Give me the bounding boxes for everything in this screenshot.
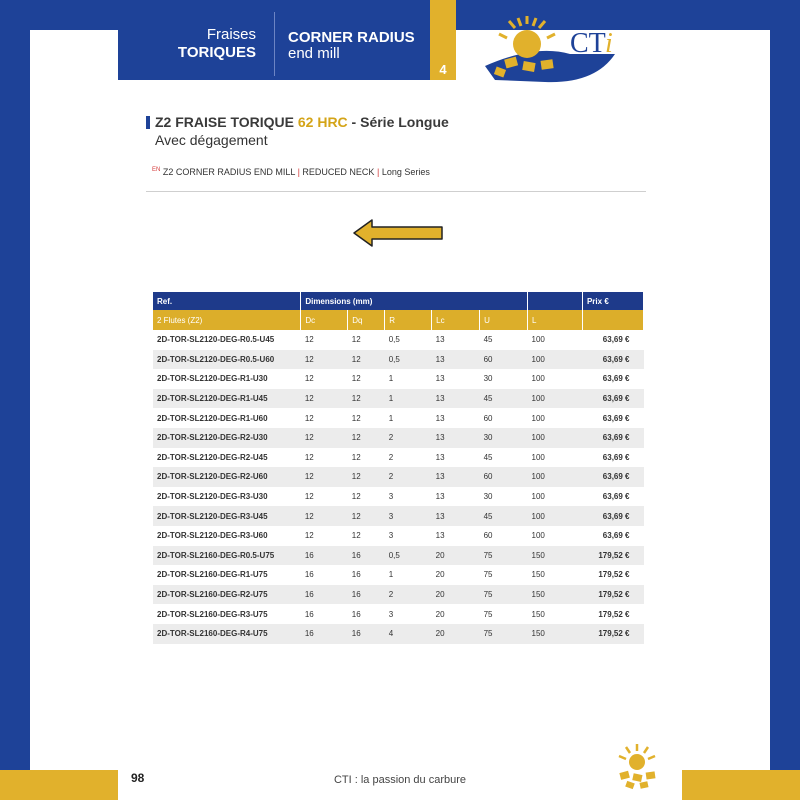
cell-lc: 13 <box>432 428 480 448</box>
cell-u: 30 <box>483 374 493 384</box>
cell-ref: 2D-TOR-SL2160-DEG-R3-U75 <box>157 609 268 619</box>
cell-dq: 12 <box>351 335 361 345</box>
cell-u: 45 <box>480 506 528 526</box>
cell-ref: 2D-TOR-SL2160-DEG-R0.5-U75 <box>153 546 301 566</box>
cell-l: 150 <box>528 546 583 566</box>
table-row <box>153 350 644 370</box>
header-category-line2: TORIQUES <box>177 44 256 61</box>
cell-dq: 12 <box>351 413 361 423</box>
cell-price: 63,69 € <box>582 350 643 370</box>
col-header-price: Prix € <box>582 292 643 310</box>
cell-dc: 12 <box>301 467 348 487</box>
cell-l: 100 <box>528 428 583 448</box>
cell-lc: 13 <box>435 452 445 462</box>
cell-l: 100 <box>531 492 545 502</box>
cell-ref: 2D-TOR-SL2120-DEG-R3-U60 <box>157 531 268 541</box>
cell-dc: 16 <box>301 624 348 644</box>
cell-l: 100 <box>531 335 545 345</box>
cell-ref: 2D-TOR-SL2120-DEG-R3-U30 <box>157 492 268 502</box>
cell-lc: 13 <box>432 389 480 409</box>
table-header-row-2 <box>153 310 644 330</box>
cell-ref: 2D-TOR-SL2120-DEG-R1-U60 <box>157 413 268 423</box>
table-row <box>153 604 644 624</box>
cell-dq: 16 <box>348 585 385 605</box>
product-title <box>155 114 449 130</box>
en-separator-1: | <box>297 167 300 177</box>
cell-dq: 12 <box>348 428 385 448</box>
cell-dq: 12 <box>348 350 385 370</box>
divider-line <box>146 191 646 192</box>
left-arrow-icon <box>352 218 444 248</box>
cell-l: 100 <box>531 413 545 423</box>
en-part3: Long Series <box>381 167 430 177</box>
table-row <box>153 467 644 487</box>
cell-price: 179,52 € <box>582 546 643 566</box>
cell-price: 63,69 € <box>582 428 643 448</box>
cell-price: 179,52 € <box>582 585 643 605</box>
en-tag: EN <box>152 167 161 173</box>
cell-dc: 12 <box>304 531 314 541</box>
cti-logo-icon <box>475 14 630 84</box>
cell-lc: 13 <box>435 531 445 541</box>
cell-dq: 16 <box>351 570 361 580</box>
cell-dq: 12 <box>351 374 361 384</box>
cell-lc: 20 <box>435 609 445 619</box>
cell-dq: 12 <box>348 389 385 409</box>
cell-dc: 12 <box>304 492 314 502</box>
en-part2: REDUCED NECK <box>302 167 375 177</box>
cell-lc: 13 <box>435 335 445 345</box>
table-row <box>153 389 644 409</box>
col-header-u: U <box>480 310 528 330</box>
cell-r: 3 <box>388 609 394 619</box>
col-header-dq: Dq <box>348 310 385 330</box>
table-row <box>153 448 644 468</box>
cell-l: 150 <box>531 570 545 580</box>
cell-r: 4 <box>385 624 432 644</box>
cell-r: 2 <box>385 585 432 605</box>
cell-dq: 12 <box>351 452 361 462</box>
cell-dc: 16 <box>301 585 348 605</box>
cell-ref: 2D-TOR-SL2120-DEG-R3-U45 <box>153 506 301 526</box>
header-category <box>118 26 256 62</box>
table-row <box>153 487 644 507</box>
col-header-price-blank <box>582 310 643 330</box>
cell-dq: 12 <box>351 492 361 502</box>
table-row <box>153 565 644 585</box>
header-category-en <box>288 30 415 62</box>
table-row <box>153 624 644 644</box>
table-row <box>153 369 644 389</box>
col-header-lc: Lc <box>432 310 480 330</box>
cell-r: 3 <box>388 492 394 502</box>
table-header-row-1 <box>153 292 644 310</box>
title-hrc: 62 HRC <box>297 114 348 130</box>
cell-dq: 12 <box>351 531 361 541</box>
cell-price: 179,52 € <box>598 570 630 580</box>
cell-lc: 13 <box>435 374 445 384</box>
cell-price: 63,69 € <box>582 389 643 409</box>
cell-dc: 12 <box>301 350 348 370</box>
cell-ref: 2D-TOR-SL2160-DEG-R2-U75 <box>153 585 301 605</box>
cell-r: 2 <box>388 452 394 462</box>
cell-ref: 2D-TOR-SL2120-DEG-R0.5-U60 <box>153 350 301 370</box>
table-row <box>153 585 644 605</box>
table-row <box>153 506 644 526</box>
cell-l: 100 <box>528 506 583 526</box>
cell-price: 63,69 € <box>582 506 643 526</box>
cell-r: 1 <box>388 374 394 384</box>
cell-l: 100 <box>531 374 545 384</box>
col-header-dc: Dc <box>301 310 348 330</box>
header-category-line1: Fraises <box>206 26 256 43</box>
cell-ref: 2D-TOR-SL2160-DEG-R4-U75 <box>153 624 301 644</box>
title-prefix: Z2 FRAISE TORIQUE <box>155 114 298 130</box>
cell-r: 2 <box>385 467 432 487</box>
cell-u: 60 <box>480 350 528 370</box>
cell-dc: 12 <box>304 335 314 345</box>
col-header-dimensions: Dimensions (mm) <box>301 292 528 310</box>
cell-lc: 20 <box>432 624 480 644</box>
cell-l: 150 <box>528 624 583 644</box>
table-body <box>153 330 644 644</box>
cell-price: 63,69 € <box>602 374 630 384</box>
cell-dc: 16 <box>301 546 348 566</box>
col-header-empty <box>528 292 583 310</box>
cell-r: 1 <box>388 570 394 580</box>
cell-ref: 2D-TOR-SL2120-DEG-R2-U60 <box>153 467 301 487</box>
cell-price: 63,69 € <box>602 492 630 502</box>
cell-r: 3 <box>388 531 394 541</box>
cell-ref: 2D-TOR-SL2120-DEG-R1-U30 <box>157 374 268 384</box>
cell-u: 75 <box>480 585 528 605</box>
title-suffix: - Série Longue <box>347 114 449 130</box>
cell-dc: 12 <box>301 506 348 526</box>
col-header-r: R <box>385 310 432 330</box>
cell-lc: 13 <box>432 350 480 370</box>
cell-dc: 12 <box>304 413 314 423</box>
page-number: 98 <box>131 771 145 785</box>
cell-l: 100 <box>528 467 583 487</box>
svg-text:i: i <box>605 28 613 59</box>
cell-ref: 2D-TOR-SL2120-DEG-R1-U45 <box>153 389 301 409</box>
table-row <box>153 408 644 428</box>
cell-u: 60 <box>483 413 493 423</box>
cell-l: 150 <box>531 609 545 619</box>
cell-u: 75 <box>483 570 493 580</box>
cell-lc: 20 <box>435 570 445 580</box>
footer-tagline: CTI : la passion du carbure <box>333 774 467 786</box>
cell-dc: 12 <box>304 374 314 384</box>
table-row <box>153 428 644 448</box>
cell-price: 63,69 € <box>602 452 630 462</box>
cell-u: 60 <box>480 467 528 487</box>
product-table <box>153 292 644 644</box>
cell-price: 179,52 € <box>582 624 643 644</box>
cell-dc: 16 <box>304 570 314 580</box>
cell-lc: 13 <box>432 467 480 487</box>
cell-u: 45 <box>480 389 528 409</box>
table-row <box>153 546 644 566</box>
top-right-corner <box>682 0 800 30</box>
cell-r: 1 <box>388 413 394 423</box>
english-description <box>152 167 430 177</box>
cell-ref: 2D-TOR-SL2120-DEG-R0.5-U45 <box>157 335 275 345</box>
product-subtitle: Avec dégagement <box>155 132 268 148</box>
cell-dc: 16 <box>304 609 314 619</box>
cell-l: 100 <box>528 389 583 409</box>
cell-l: 100 <box>531 531 545 541</box>
left-blue-border <box>0 30 30 800</box>
cell-lc: 13 <box>435 413 445 423</box>
cell-dq: 12 <box>348 467 385 487</box>
cell-u: 30 <box>480 428 528 448</box>
header-divider <box>274 12 275 76</box>
cti-sun-logo-icon <box>612 742 662 790</box>
section-number: 4 <box>439 62 447 77</box>
cell-l: 100 <box>531 452 545 462</box>
cell-dc: 12 <box>301 389 348 409</box>
cell-r: 0,5 <box>385 350 432 370</box>
cell-ref: 2D-TOR-SL2120-DEG-R2-U30 <box>153 428 301 448</box>
section-number-tab <box>430 0 456 80</box>
table-row <box>153 330 644 350</box>
col-header-ref: Ref. <box>153 292 301 310</box>
table-row <box>153 526 644 546</box>
cell-u: 75 <box>480 624 528 644</box>
cell-u: 75 <box>480 546 528 566</box>
cell-price: 63,69 € <box>602 335 630 345</box>
cell-r: 0,5 <box>385 546 432 566</box>
cell-lc: 20 <box>432 585 480 605</box>
cell-u: 45 <box>483 452 493 462</box>
col-header-flutes: 2 Flutes (Z2) <box>153 310 301 330</box>
cell-lc: 13 <box>435 492 445 502</box>
cell-r: 0,5 <box>388 335 400 345</box>
cell-l: 100 <box>528 350 583 370</box>
top-left-corner <box>0 0 118 30</box>
cell-dq: 16 <box>348 624 385 644</box>
cell-ref: 2D-TOR-SL2160-DEG-R1-U75 <box>157 570 268 580</box>
cell-r: 3 <box>385 506 432 526</box>
cell-dq: 16 <box>348 546 385 566</box>
title-accent-bar <box>146 116 150 129</box>
cell-dq: 16 <box>351 609 361 619</box>
cell-price: 63,69 € <box>582 467 643 487</box>
cell-lc: 13 <box>432 506 480 526</box>
right-blue-border <box>770 30 800 800</box>
cell-price: 63,69 € <box>602 531 630 541</box>
header-en-line1: CORNER RADIUS <box>288 29 415 46</box>
cell-r: 2 <box>385 428 432 448</box>
col-header-l: L <box>528 310 583 330</box>
cell-lc: 20 <box>432 546 480 566</box>
en-part1: Z2 CORNER RADIUS END MILL <box>162 167 296 177</box>
cell-u: 45 <box>483 335 493 345</box>
cell-u: 75 <box>483 609 493 619</box>
cell-u: 30 <box>483 492 493 502</box>
cell-price: 179,52 € <box>598 609 630 619</box>
en-separator-2: | <box>376 167 380 177</box>
cell-dc: 12 <box>301 428 348 448</box>
header-en-line2: end mill <box>288 45 340 62</box>
svg-text:CT: CT <box>570 28 606 59</box>
cell-dq: 12 <box>348 506 385 526</box>
cell-ref: 2D-TOR-SL2120-DEG-R2-U45 <box>157 452 268 462</box>
cell-l: 150 <box>528 585 583 605</box>
section-header <box>118 0 456 80</box>
cell-dc: 12 <box>304 452 314 462</box>
cell-price: 63,69 € <box>602 413 630 423</box>
cell-u: 60 <box>483 531 493 541</box>
cell-r: 1 <box>385 389 432 409</box>
